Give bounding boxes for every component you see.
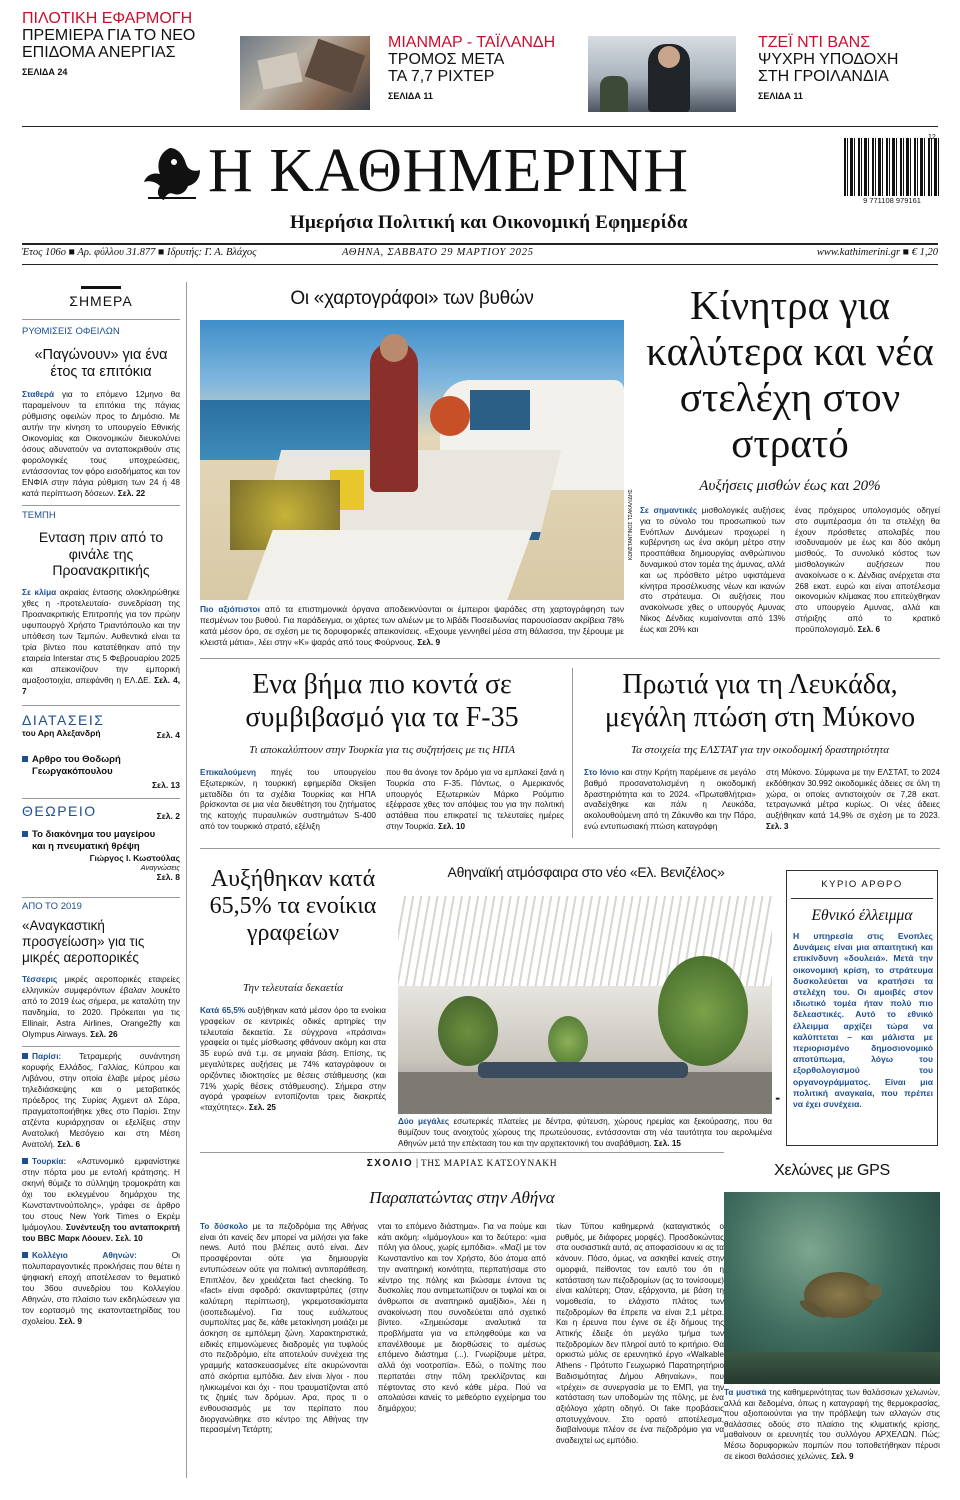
lefkada-headline[interactable]: Πρωτιά για τη Λευκάδα, μεγάλη πτώση στη Μύκονο (604, 669, 916, 733)
lefkada-subtitle: Τα στοιχεία της ΕΛΣΤΑΤ για την οικοδομική δραστηριότητα (631, 744, 889, 756)
column-body-col2: νται το επόμενο διάστημα». Για να πούμε και κάτι ακόμη: «Ιμάμογλου» και το δεύτερο: «μια πόλη για όλους, χωρίς εμπόδια». «Μαζί με τον Κωνσταντίνο και τον Χρήστο, δύο άτομα από την αναπηρική κοινότητα, περπατήσαμε στο κέντρο της πόλης και βιώσαμε έντονα τις δυσκολίες που αντιμετωπίζουν οι τυφλοί και οι άνθρωποι σε αναπηρικό αμαξίδιο», λέει η ανακοίνωση που συνοδεύεται από σχετικό βίντεο. «Σημειώσαμε αναλυτικά τα προβλήματα για να επιληφθούμε και να επανέλθουμε με διορθώσεις το αμέσως επόμενο διάστημα (...). Γνωρίζουμε μέτρα, αλλά όχι νοοτροπία». Εδώ, ο πολίτης που περπατάει στην πόλη τρεκλίζοντας και πέφτοντας στο κενό κάθε μέρα. Πού να απολαύσει κανείς το μεθεόρτιο εγχείρημα του δημάρχου; (378, 1222, 546, 1413)
f35-body-col1: Επικαλούμενη πηγές του υπουργείου Εξωτερικών, η τουρκική εφημερίδα Oksijen μεταδίδει ότι τα σχέδια Τουρκίας και ΗΠΑ βρίσκονται σε μια νέα διευθέτηση του ζητήματος της κατοχής πυραυλικών συστημάτων S-400 από τον τουρκικό στρατό, εξέλιξη (200, 768, 376, 831)
sidebar-kicker: ΑΠΟ ΤΟ 2019 (22, 900, 82, 912)
sidebar-headline[interactable]: «Αναγκαστική προσγείωση» για τις μικρές αεροπορικές (22, 917, 145, 965)
sidebar-today: ΣΗΜΕΡΑ (69, 293, 133, 309)
dateline-left: Έτος 106ο ■ Αρ. φύλλου 31.877 ■ Ιδρυτής: Γ. Α. Βλάχος (22, 247, 257, 258)
diatasis-author: του Αρη Αλεξανδρή (22, 727, 101, 738)
theorio-article-page: Σελ. 8 (156, 871, 180, 882)
theorio-block[interactable] (22, 803, 180, 823)
theorio-tag: Αναγνώσεις (140, 862, 180, 872)
teaser-title: ΤΡΟΜΟΣ ΜΕΤΑ ΤΑ 7,7 ΡΙΧΤΕΡ (388, 51, 504, 85)
offices-subtitle: Την τελευταία δεκαετία (243, 982, 343, 994)
sidebar-story-body: Τέσσερις μικρές αεροπορικές εταιρείες ελληνικών συμφερόντων έβαλαν λουκέτο από το 2019 έως σήμερα, με καταλύτη την πανδημία, το 2020. Πρόκειται για τις Ellinair, Astra Airlines, Orange2fly και Olympus Airways. Σελ. 26 (22, 973, 180, 1039)
editorial-kicker: ΚΥΡΙΟ ΑΡΘΡΟ (821, 879, 903, 890)
photo-headline[interactable]: Οι «χαρτογράφοι» των βυθών (290, 288, 534, 309)
teaser-page: ΣΕΛΙΔΑ 11 (388, 91, 433, 101)
bullet-icon (22, 831, 28, 837)
sidebar (22, 286, 180, 1327)
column-kicker: ΣΧΟΛΙΟ (366, 1158, 414, 1169)
bullet-icon (22, 1252, 28, 1258)
diatasis-page: Σελ. 4 (156, 729, 180, 740)
offices-body: Κατά 65,5% αυξήθηκαν κατά μέσον όρο τα ενοίκια γραφείων σε κεντρικές οδικές αρτηρίες την τελευταία δεκαετία. Σε σύγχρονα «πράσινα» γραφεία οι τιμές μίσθωσης φθάνουν ακόμη και στα 35 ευρώ ανά τ.μ. σε μηνιαία βάση. Επίσης, τις μεγαλύτερες αυξήσεις με 74% καταγράφουν οι οριζόντιες ιδιοκτησίες με θέσεις στάθμευσης (και 71% χωρίς θέσεις στάθμευσης). Σήμερα στην αγορά γραφείων εντοπίζονται τρεις διακριτές «ταχύτητες». Σελ. 25 (200, 1006, 386, 1113)
article-link[interactable]: Αρθρο του Θοδωρή Γεωργακόπουλου Σελ. 13 (22, 754, 180, 794)
lead-body-col1: Σε σημαντικές μισθολογικές αυξήσεις για το σύνολο του προσωπικού των Ενόπλων Δυνάμεων προχωρεί η κυβέρνηση ως ένα ακόμη μέτρο στην προσπάθεια δημιουργίας ανθρώπινου δυναμικού στον τομέα της άμυνας, αλλά και ως πρόσθετο μέτρο υφιστάμενα κίνητρα προσέλκυσης νέων και ικανών στο στράτευμα. Οι αυξήσεις που ανακοίνωσε χθες ο υπουργός Αμυνας Νίκος Δένδιας κυμαίνονται από 13% έως και 20% και (640, 506, 786, 634)
teaser-kicker: ΜΙΑΝΜΑΡ - ΤΑΪΛΑΝΔΗ (388, 34, 556, 51)
sidebar-headline[interactable]: Ενταση πριν από το φινάλε της Προανακριτικής (38, 529, 164, 578)
fisherman-photo (200, 320, 624, 600)
teaser-page: ΣΕΛΙΔΑ 24 (22, 67, 68, 77)
theorio-article[interactable]: Το διακόνημα του μαγείρου και η πνευματική θρέψη Γιώργος Ι. Κωστούλας Αναγνώσεις Σελ. 8 (22, 829, 180, 891)
sidebar-story-body: Σταθερά για το επόμενο 12μηνο θα παραμείνουν τα επιτόκια της πάγιας ρύθμισης οφειλών προς το Δημόσιο. Με αυτήν την κίνηση το υπουργείο Εθνικής Οικονομίας και Οικονομικών διευκολύνει όσους αδυνατούν να ανταποκριθούν στις φορολογικές τους υποχρεώσεις, εντάσσοντας τον φόρο εισοδήματος και τον ΕΝΦΙΑ στην πάγια ρύθμιση των 24 ή 48 κατά περίπτωση δόσεων. Σελ. 22 (22, 389, 181, 498)
dateline-center: ΑΘΗΝΑ, ΣΑΒΒΑΤΟ 29 ΜΑΡΤΙΟΥ 2025 (342, 247, 534, 258)
dateline (22, 247, 938, 261)
barcode-number: 9 771108 979161 (863, 196, 921, 205)
theorio-page: Σελ. 2 (156, 810, 180, 821)
f35-subtitle: Τι αποκαλύπτουν στην Τουρκία για τις συζητήσεις με τις ΗΠΑ (249, 744, 515, 756)
bullet-icon (22, 756, 28, 762)
teaser-title: ΨΥΧΡΗ ΥΠΟΔΟΧΗ ΣΤΗ ΓΡΟΙΛΑΝΔΙΑ (758, 51, 899, 85)
masthead-subtitle: Ημερήσια Πολιτική και Οικονομική Εφημερίδα (290, 212, 688, 233)
airport-credit: ▮ (775, 1097, 781, 1100)
sidebar-story-body: Σε κλίμα ακραίας έντασης ολοκληρώθηκε χθες η -προτελευταία- συνεδρίαση της Προανακριτικής Επιτροπής για τον πρώην υφυπουργό Χρήστο Τριαντόπουλο και την υπόθεση των Τεμπών. Αυθεντικά είναι τα τρία βίντεο που κατατέθηκαν από την εταιρεία Interstar στις 5 Φεβρουαρίου 2025 και απεικονίζουν την εμπορική αμαξοστοιχία, απεφάνθη η ΕΛ.ΔΕ. Σελ. 4, 7 (22, 586, 181, 696)
dateline-right: www.kathimerini.gr ■ € 1,20 (816, 247, 938, 258)
turtle-photo (724, 1192, 940, 1384)
bullet-icon (22, 1158, 28, 1164)
turtles-caption: Τα μυστικά της καθημερινότητας των θαλάσσιων χελωνών, αλλά και δεδομένα, όπως η καταγραφή της θερμοκρασίας, που αξιοποιούνται για την πρόβλεψη των αλλαγών στις θαλάσσιες οδούς στο πλαίσιο της κλιματικής κρίσης, μαθαίνουν οι ερευνητές του συλλόγου ΑΡΧΕΛΩΝ. Πώς; Μέσω δορυφορικών πομπών που τοποθετήθηκαν πέρυσι σε είκοσι θαλάσσιες χελώνες. Σελ. 9 (724, 1388, 940, 1461)
teaser-kicker: ΠΙΛΟΤΙΚΗ ΕΦΑΡΜΟΓΗ (22, 10, 193, 27)
turtles-headline[interactable]: Χελώνες με GPS (774, 1162, 890, 1179)
theorio-author: Γιώργος Ι. Κωστούλας (89, 852, 180, 863)
lead-subtitle: Αυξήσεις μισθών έως και 20% (699, 478, 881, 494)
news-brief: Παρίσι: Τετραμερής συνάντηση κορυφής Ελλάδος, Γαλλίας, Κύπρου και Λιβάνου, στην οποία έλαβε μέρος μέσω τηλεδιάσκεψης και ο μεταβατικός πρόεδρος της Συρίας Αχμεντ αλ Σάρα, πραγματοποιήθηκε χθες στο Παρίσι. Στην ατζέντα κυριάρχησαν οι εξελίξεις στην Ανατολική Μεσόγειο και στη Μέση Ανατολή. Σελ. 6 (22, 1050, 180, 1149)
lead-body-col2: ένας πρόχειρος υπολογισμός οδηγεί στο συμπέρασμα ότι τα στελέχη θα έχουν πρόσθετες απολαβές που ισοδυναμούν με έως και δύο ακόμη μισθούς. Το συνολικό κόστος των μισθολογικών αυξήσεων που ανακοίνωσε ο κ. Δένδιας ανέρχεται στα 268 εκατ. ευρώ και είναι αποτέλεσμα οικονομιών κλίμακας που επιτεύχθηκαν στο υπουργείο Αμυνας, αλλά και στήριξης από το κρατικό προϋπολογισμό. Σελ. 6 (795, 506, 940, 634)
news-brief: Τουρκία: «Αστυνομικό εμφανίστηκε στην πόρτα μου με εντολή κράτησης. Η σκηνή θύμιζε το σύλληψη τρομοκράτη και όχι του εκλεγμένου δημάρχου της Κωνσταντινούπολης», γράφει σε άρθρο του στους New York Times ο Εκρέμ Ιμάμογλου. Συνέντευξη του ανταποκριτή του BBC Μαρκ Λόουεν. Σελ. 10 (22, 1155, 180, 1243)
editorial-title[interactable]: Εθνικό έλλειμμα (811, 907, 913, 924)
editorial-body: Η υπηρεσία στις Ενοπλες Δυνάμεις είναι μια απαιτητική και επικίνδυνη «δουλειά». Μετά την οικονομική κρίση, το στράτευμα δυσκολεύεται να κρατήσει τα στελέχη του. Οι αμοιβές στον ιδιωτικό τομέα ήταν πολύ πιο δελεαστικές. Αυτό το εθνικό έλλειμμα αρχίζει τώρα να καλύπτεται – και μάλιστα με περιορισμένο δημοσιονομικό αποτύπωμα, λόγω του εξορθολογισμού του οργανογράμματος. Είναι μια πολιτική αναγκαία, που πρέπει να έχει συνέχεια. (793, 931, 933, 1110)
sidebar-kicker: ΤΕΜΠΗ (22, 510, 56, 521)
barcode (844, 138, 940, 204)
barcode-issue: 12 (928, 134, 936, 141)
f35-headline[interactable]: Ενα βήμα πιο κοντά σε συμβιβασμό για τα F-35 (245, 669, 519, 733)
diatasis-block[interactable] (22, 712, 180, 742)
teaser-1[interactable] (22, 10, 222, 77)
photo-credit: ΚΩΝΣΤΑΝΤΙΝΟΣ ΤΣΑΚΑΛΙΔΗΣ (628, 489, 634, 560)
photo-caption: Πιο αξιόπιστοι από τα επιστημονικά όργανα αποδεικνύονται οι έμπειροι ψαράδες στη χαρτογράφηση των πεσμένων του βυθού. Για παράδειγμα, οι χάρτες των αλιέων με το λιβάδι Ποσειδωνίας παρουσίασαν ακρίβεια 78% κατά μέσον όρο, σε σχέση με τις δορυφορικές απεικονίσεις. «Εχουμε γεννηθεί μέσα στη θάλασσα, την ξέρουμε με κλειστά μάτια», λέει στην «Κ» ψαράς από τους Φούρνους. Σελ. 9 (200, 604, 625, 647)
teaser-3[interactable] (758, 34, 948, 101)
teaser-kicker: ΤΖΕΪ ΝΤΙ ΒΑΝΣ (758, 34, 871, 51)
teaser-page: ΣΕΛΙΔΑ 11 (758, 91, 803, 101)
teaser-2[interactable] (388, 34, 568, 101)
teaser-3-photo (588, 36, 736, 112)
sidebar-kicker: ΡΥΘΜΙΣΕΙΣ ΟΦΕΙΛΩΝ (22, 326, 120, 337)
lefkada-body-col2: στη Μύκονο. Σύμφωνα με την ΕΛΣΤΑΤ, το 2024 εκδόθηκαν 30.992 οικοδομικές άδειες σε όλη τη χώρα, οι οποίες αντιστοιχούν σε 7,28 εκατ. τετραγωνικά μέτρα κυρίως. Οι νέες άδειες αυξήθηκαν κατά 14,9% σε σχέση με το 2023. Σελ. 3 (766, 768, 940, 831)
teaser-1-photo (240, 36, 370, 110)
theorio-label: ΘΕΩΡΕΙΟ (22, 802, 97, 819)
editorial-box (786, 870, 938, 1146)
sidebar-headline[interactable]: «Παγώνουν» για ένα έτος τα επιτόκια (34, 347, 168, 380)
airport-caption: Δύο μεγάλες εσωτερικές πλατείες με δέντρα, φύτευση, χώρους ηρεμίας και ξεκούρασης, που θα θυμίζουν τους ανοιχτούς χώρους της πρωτεύουσας, εντάσσονται στη νέα ταυτότητα του αερολιμένα Αθηνών μετά την επέκταση του και την αρχιτεκτονική του αναβάθμιση. Σελ. 15 (398, 1117, 772, 1148)
diatasis-label: ΔΙΑΤΑΣΕΙΣ (22, 711, 105, 728)
airport-headline[interactable]: Αθηναϊκή ατμόσφαιρα στο νέο «Ελ. Βενιζέλος» (447, 864, 725, 880)
column-byline: ΣΧΟΛΙΟ | ΤΗΣ ΜΑΡΙΑΣ ΚΑΤΣΟΥΝΑΚΗ (366, 1158, 558, 1169)
bullet-icon (22, 1053, 28, 1059)
column-title[interactable]: Παραπατώντας στην Αθήνα (369, 1188, 555, 1207)
airport-photo (398, 896, 772, 1114)
column-body-col1: Το δύσκολο με τα πεζοδρόμια της Αθήνας είναι ότι κανείς δεν μπορεί να μιλήσει για fake news. Αυτό που βλέπεις αυτό είναι. Δεν προσφέρονται ούτε για δημιουργία εντυπώσεων ούτε για πολιτική αντιπαράθεση. Επιπλέον, δεν χρειάζεται fact checking. Το «fact» είναι σφοδρό: σκανταφτρύπες (στην καλύτερη περίπτωση), γκρεμοτσακίσματα (ισοπεδωμένο). Για τους ευάλωτους συμπολίτες μας δε, κάθε μετακίνηση μοιάζει με άσκηση σε εμπόλεμη ζώνη. Χαρακτηριστικά, ειδικές επιμονώμενες διαδρομές για τυφλούς στο πεζοδρόμιο, είτε αποτελούν συνέχεια της γραμμής κατασκευασμένες είτε ακυρώνονται από σκόρπια εμπόδια. Δεν είναι λίγοι - που ηλικιωμένοι και όχι - που τραυματίζονται από τις ζημιές των δρόμων. Αρα, προς τι ο ενθουσιασμός με τον περίπατο που διοργανώθηκε στο κέντρο της Αθήνας την περασμένη Τετάρτη; (200, 1222, 368, 1435)
offices-headline[interactable]: Αυξήθηκαν κατά 65,5% τα ενοίκια γραφείων (209, 866, 377, 946)
teaser-title: ΠΡΕΜΙΕΡΑ ΓΙΑ ΤΟ ΝΕΟ ΕΠΙΔΟΜΑ ΑΝΕΡΓΙΑΣ (22, 27, 196, 61)
column-author: ΤΗΣ ΜΑΡΙΑΣ ΚΑΤΣΟΥΝΑΚΗ (420, 1159, 558, 1169)
column-body-col3: τίων Τύπου καθημερινά (καταγιστικός ο ρυθμός, με διάφορες μορφές). Προσδοκώντας στα ουσιαστικά αυτά, ας αποφασίσουν κι ας τα κάνουν. Πόσο, όμως, να ασκηθεί κανείς στην ομορφιά, πείθοντας τον εαυτό του ότι η κατάσταση των πεζοδρομίων (ας το τονίσουμε) είναι καλύτερη; Οταν, εξάρχοντα, με βάση τη νομοθεσία, το ελάχιστο πλάτος των πεζοδρομίων θα έπρεπε να είναι 2,1 μέτρα. Και η έρευνα που έγινε σε έξι δήμους της Αττικής έδειξε ότι μεγάλο τμήμα των πεζοδρομίων δεν πληροί αυτό το κριτήριο. Θα ορκιστώ μόλις σε ερευνητικό έργο «Walkable Athens - Πρότυπο Γεωχωρικό Παρατηρητήριο Βαδισιμότητας Δήμου Αθηναίων», που «τρέχει» σε συνεργασία με το ΕΜΠ, για την κατάσταση των υποδομών της πόλης, με ένα αξιόλογο χάρτη οδηγό. Οι fake προβάσεις αποτυγχάνουν. Στο ορατό αποτέλεσμα, διαβαίνουμε πλέον σε ένα πεζοδρόμιο για να αναδειχτεί ως εμπόδιο. (556, 1222, 724, 1446)
lefkada-body-col1: Στο Ιόνιο και στην Κρήτη παρέμεινε σε μεγάλο βαθμό προσανατολισμένη η οικοδομική δραστηριότητα και το 2024. «Πρωταθλήτρια» αναδείχθηκε και πάλι η Λευκάδα, ακολουθούμενη από τη Ζάκυνθο και την Πάρο, ενώ εντυπωσιακή πτώση καταγράφη (584, 768, 756, 831)
article-page: Σελ. 13 (151, 779, 180, 790)
masthead-title: Η ΚΑΘΗΜΕΡΙΝΗ (208, 137, 689, 205)
f35-body-col2: που θα άνοιγε τον δρόμο για να εμπλακεί ξανά η Τουρκία στο F-35. Πάντως, ο Αμερικανός υπουργός Εξωτερικών Μάρκο Ρούμπιο εξέφρασε χθες τον απόψεις του για την πολιτική αστάθεια που επικρατεί τις τελευταίες ημέρες στην Τουρκία. Σελ. 10 (386, 768, 564, 831)
news-brief: Κολλέγιο Αθηνών: Οι πολυπαραγοντικές προκλήσεις που θέτει η ψηφιακή εποχή αποτέλεσαν το θεματικό του 36ου συνεδρίου του Κολλεγίου Αθηνών, στο πλαίσιο των εκδηλώσεων για τον εορτασμό της εκατονταετηρίδας του σχολείου. Σελ. 9 (22, 1249, 180, 1326)
lead-headline[interactable]: Κίνητρα για καλύτερα και νέα στελέχη στον στρατό (646, 282, 934, 466)
owl-logo-icon (140, 142, 204, 204)
